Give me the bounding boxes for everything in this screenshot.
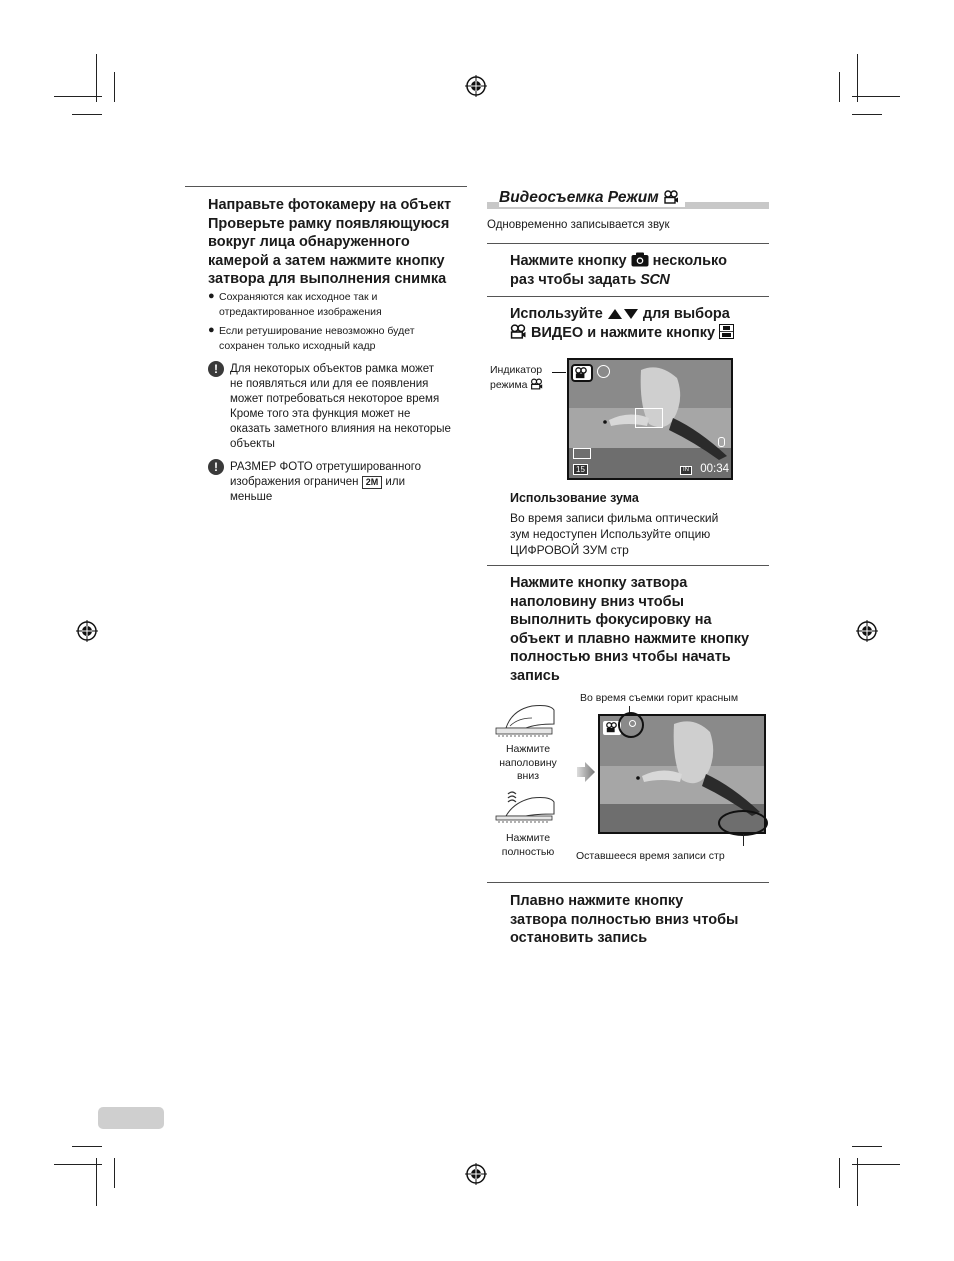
left-heading-line: затвора для выполнения снимка [208,271,447,287]
note-line: объекты [230,438,275,450]
remaining-time-callout [718,810,768,836]
mode-indicator-label [490,364,543,392]
left-bullet-1: ● Сохраняются как исходное так и отредактированное изображения [208,290,382,318]
scn-label: SCN [640,271,670,288]
step-2-text: ВИДЕО и нажмите кнопку [527,324,720,341]
left-note-2 [230,460,470,505]
step-3-line: запись [510,667,560,684]
step-3-line: объект и плавно нажмите кнопку [510,630,750,647]
step-3-line: Нажмите кнопку затвора [510,575,688,591]
left-note-1 [230,362,470,452]
note-line: Для некоторых объектов рамка может [230,363,435,375]
shutter-half-press-illustration [492,700,556,740]
registration-mark-bottom [465,1163,487,1185]
half-press-line: Нажмите [505,743,551,755]
red-light-note: Во время съемки горит красным [580,692,739,704]
zoom-heading: Использование зума [510,491,639,505]
left-heading-line: камерой а затем нажмите кнопку [208,252,445,269]
bullet-line: сохранен только исходный кадр [219,339,376,352]
full-press-line: полностью [501,845,555,858]
registration-mark-right [856,620,878,642]
left-heading-line: Направьте фотокамеру на объект [208,197,452,213]
camera-icon [631,252,649,267]
divider [487,296,769,297]
bullet-line: Если ретуширование невозможно будет [219,325,415,337]
caution-icon: ! [208,459,224,475]
step-3 [510,574,770,685]
step-4 [510,892,770,948]
movie-mode-icon [509,324,527,339]
movie-mode-icon [574,367,588,379]
note-line: может потребоваться некоторое время [230,393,440,405]
remaining-time-note: Оставшееся время записи стр [576,850,725,862]
note-line: оказать заметного влияния на некоторые [230,423,451,435]
left-top-rule [185,186,467,187]
step-4-line: остановить запись [510,930,648,946]
step-3-line: полностью вниз чтобы начать [510,649,731,665]
step-2 [510,305,770,342]
bullet-line: Сохраняются как исходное так и [219,291,378,303]
registration-mark-top [465,75,487,97]
note-text: изображения ограничен [230,476,362,488]
up-down-arrows-icon [607,308,639,320]
left-heading [208,196,468,289]
movie-mode-icon [530,378,543,390]
step-1-text: раз чтобы задать [510,271,641,288]
indicator-label-line: Индикатор [490,364,543,376]
half-press-line: вниз [516,770,540,782]
bullet-line: отредактированное изображения [219,305,382,318]
movie-mode-icon [663,190,679,204]
camera-screen-preview [567,358,733,480]
shutter-full-press-illustration [492,786,556,826]
step-3-line: наполовину вниз чтобы [510,593,684,610]
left-heading-line: вокруг лица обнаруженного [208,234,410,250]
zoom-note [510,510,760,558]
zoom-note-line: Во время записи фильма оптический [510,511,719,525]
divider [487,243,769,244]
page-number-box [98,1107,164,1129]
face-detect-frame [635,408,663,428]
note-text: или [382,476,405,488]
section-subtitle: Одновременно записывается звук [487,219,670,231]
registration-mark-left [76,620,98,642]
image-size-2m-icon: 2M [362,476,383,489]
step-1-text: Нажмите кнопку [510,253,631,269]
note-line: меньше [230,491,273,503]
remaining-time-readout: 00:34 [700,463,729,475]
indicator-label-line: режима [490,378,531,391]
step-1 [510,252,770,289]
divider [487,565,769,566]
step-4-line: Плавно нажмите кнопку [510,893,684,909]
full-press-label [492,832,564,859]
remaining-time-leader [743,834,744,846]
step-1-text: несколько [652,253,727,269]
step-4-line: затвора полностью вниз чтобы [510,911,739,928]
recording-light-callout [618,712,644,738]
memory-in-icon: IN [680,466,692,475]
step-3-line: выполнить фокусировку на [510,612,712,628]
microphone-icon [718,437,725,447]
note-line: РАЗМЕР ФОТО отретушированного [230,461,422,473]
note-line: Кроме того эта функция может не [230,408,411,420]
caution-icon: ! [208,361,224,377]
left-bullet-2: ● Если ретуширование невозможно будет сохранен только исходный кадр [208,324,415,352]
step-2-text: Используйте [510,306,607,322]
full-press-line: Нажмите [505,832,551,844]
flash-off-icon [597,365,610,378]
zoom-note-line: ЦИФРОВОЙ ЗУМ стр [510,543,629,557]
note-line: не появляться или для ее появления [230,378,429,390]
movie-mode-icon [605,722,618,733]
half-press-label [492,743,564,784]
section-title-text: Видеосъемка Режим [499,189,663,206]
indicator-leader-line [552,372,566,373]
half-press-line: наполовину [499,756,557,769]
section-title [499,189,685,207]
arrow-right-icon [577,762,595,782]
ok-func-button-icon [719,324,734,339]
zoom-note-line: зум недоступен Используйте опцию [510,527,711,541]
frame-rate-badge: 15 [573,464,588,475]
image-quality-icon [573,448,591,459]
divider [487,882,769,883]
left-heading-line: Проверьте рамку появляющуюся [208,215,450,232]
step-2-text: для выбора [642,306,730,322]
